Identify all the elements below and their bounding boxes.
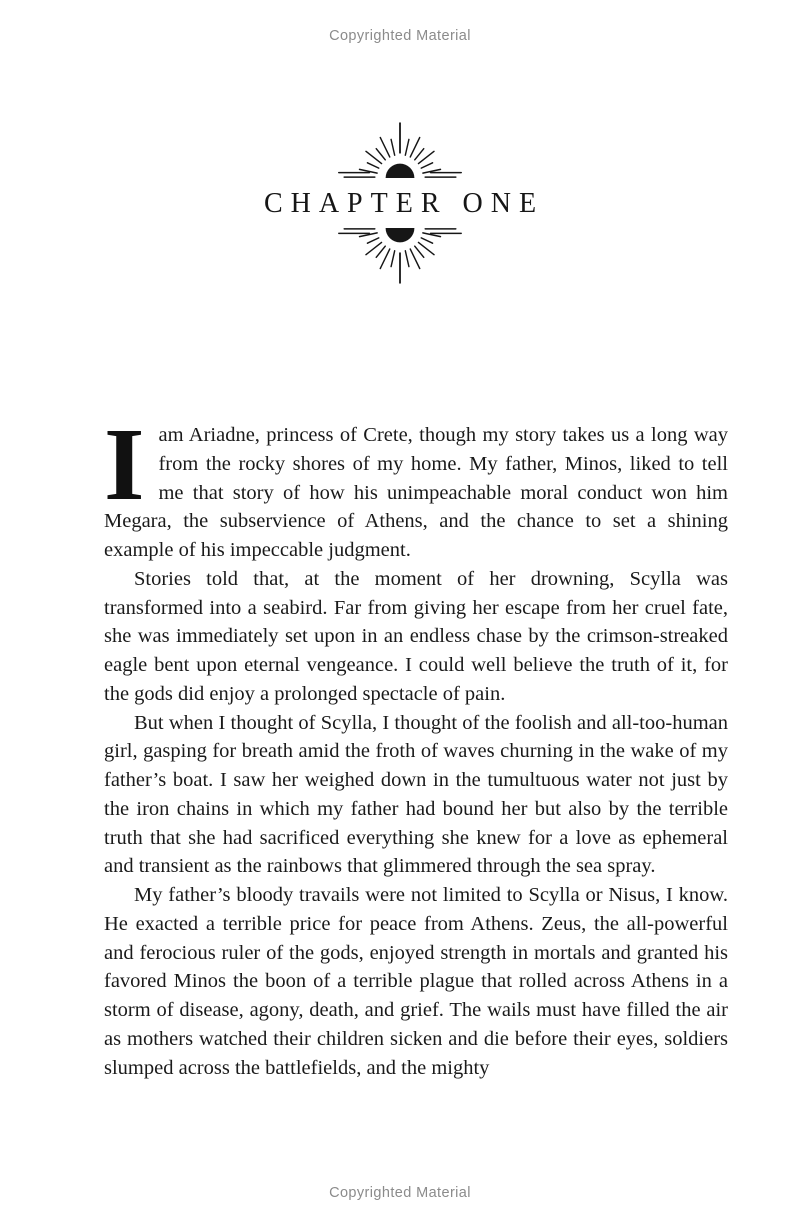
opening-paragraph-text: am Ariadne, princess of Crete, though my story takes us a long way from the rocky shores of my home. My father, Minos, liked to tell me that story of how his unimpeachable moral conduct won him Megara, the subservience of Athens, and the chance to set a shining example of his impeccable judgment. (104, 424, 728, 561)
paragraph: Stories told that, at the moment of her drowning, Scylla was transformed into a seabird. Far from giving her escape from her cruel fate, she was immediately set upon in an endless chase by the crimson-streaked eagle bent upon eternal vengeance. I could well believe the truth of it, for the gods did enjoy a prolonged spectacle of pain. (104, 567, 728, 705)
sunburst-ornament-bottom-icon (337, 226, 463, 284)
copyright-notice-top: Copyrighted Material (329, 28, 471, 44)
copyright-notice-bottom: Copyrighted Material (329, 1185, 471, 1201)
paragraph: My father’s bloody travails were not limited to Scylla or Nisus, I know. He exacted a terrible price for peace from Athens. Zeus, the all-powerful and ferocious ruler of the gods, enjoyed strength in mortals and granted his favored Minos the boon of a terrible plague that rolled across Athens in a storm of disease, agony, death, and grief. The wails must have filled the air as mothers watched their children sicken and die before their eyes, soldiers slumped across the battlefields, and the mighty (104, 884, 728, 1079)
opening-paragraph (104, 407, 728, 565)
paragraph: But when I thought of Scylla, I thought of the foolish and all-too-human girl, gasping for breath amid the froth of waves churning in the wake of my father’s boat. I saw her weighed down in the tumultuous water not just by the iron chains in which my father had bound her but also by the terrible truth that she had sacrificed everything she knew for a love as ephemeral and transient as the rainbows that glimmered through the sea spray. (104, 711, 728, 878)
chapter-body (104, 407, 728, 1082)
chapter-title: CHAPTER ONE (263, 188, 545, 219)
sunburst-ornament-top-icon (337, 122, 463, 180)
chapter-heading (0, 122, 800, 284)
drop-cap: I (104, 407, 145, 522)
